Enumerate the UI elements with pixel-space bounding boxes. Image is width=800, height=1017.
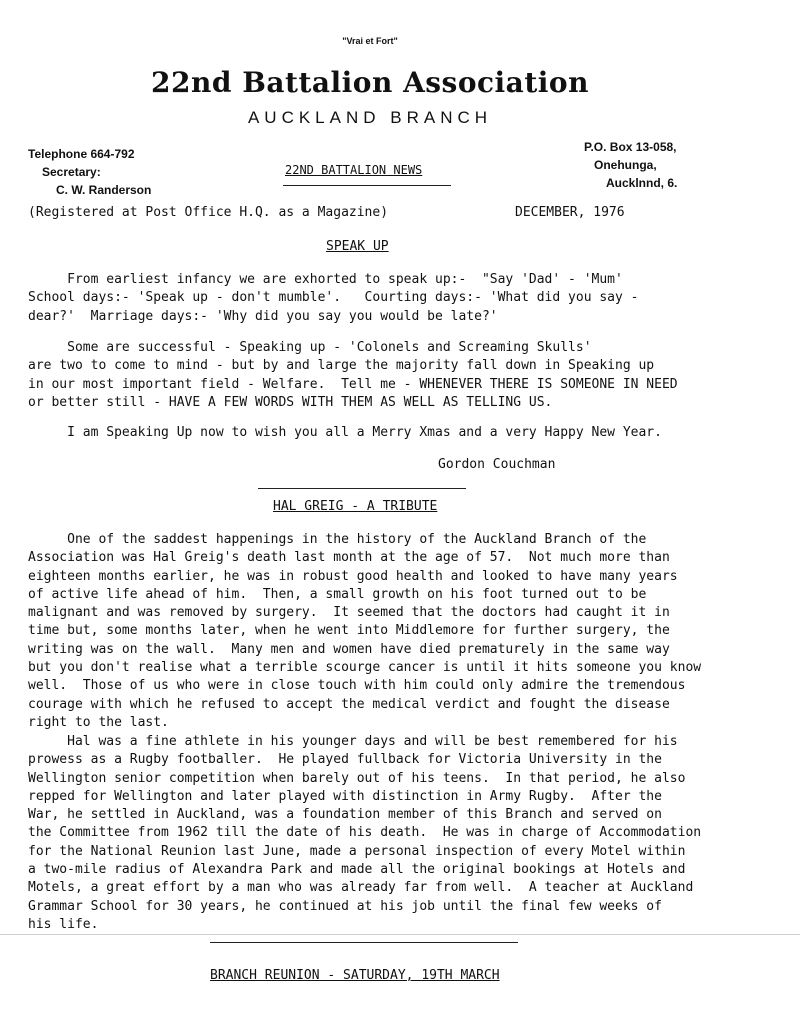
speak-up-heading: SPEAK UP <box>326 239 389 254</box>
reunion-heading: BRANCH REUNION - SATURDAY, 19TH MARCH <box>210 968 500 983</box>
issue-date: DECEMBER, 1976 <box>515 205 625 220</box>
newsletter-rule <box>283 185 451 186</box>
speak-up-paragraph-3: I am Speaking Up now to wish you all a Merry Xmas and a very Happy New Year. <box>28 425 662 440</box>
telephone: Telephone 664-792 <box>28 147 135 161</box>
reunion-divider <box>210 942 518 943</box>
branch-name: AUCKLAND BRANCH <box>247 108 493 127</box>
postal-address <box>584 138 677 192</box>
city: Aucklnnd, 6. <box>606 176 678 190</box>
secretary-label: Secretary: <box>42 165 101 179</box>
po-box: P.O. Box 13-058, <box>584 140 677 154</box>
contact-details <box>28 145 151 199</box>
association-motto: "Vrai et Fort" <box>342 36 398 46</box>
section-divider <box>258 488 466 489</box>
secretary-name: C. W. Randerson <box>56 183 152 197</box>
newsletter-title: 22ND BATTALION NEWS <box>285 163 423 177</box>
association-title: 22nd Battalion Association <box>151 66 589 99</box>
tribute-paragraph-1: One of the saddest happenings in the history of the Auckland Branch of the Association was Hal Greig's death last month at the age of 57. Not much more than eighteen months earlier, he was in robust good health and looked to have many years of active life ahead of him. Then, a small growth on his foot turned out to be malignant and was removed by surgery. It seemed that the doctors had caught it in time but, some months later, when he went into Middlemore for further surgery, the writing was on the wall. Many men and women have died prematurely in the same way but you don't realise what a terrible scourge cancer is until it hits someone you know well. Those of us who were in close touch with him could only admire the tremendous courage with which he refused to accept the medical verdict and fought the disease right to the last. <box>28 532 702 730</box>
suburb: Onehunga, <box>594 158 657 172</box>
speak-up-paragraph-2: Some are successful - Speaking up - 'Colonels and Screaming Skulls' are two to come to mind - but by and large the majority fall down in Speaking up in our most important field - Welfare. Tell me - WHENEVER THERE IS SOMEONE IN NEED or better still - HAVE A FEW WORDS WITH THEM AS WELL AS TELLING US. <box>28 340 678 410</box>
page-fold-line <box>0 934 800 935</box>
speak-up-paragraph-1: From earliest infancy we are exhorted to speak up:- "Say 'Dad' - 'Mum' School days:- 'Speak up - don't mumble'. Courting days:- 'What did you say - dear?' Marriage days:- 'Why did you say you would be late?' <box>28 272 639 324</box>
speak-up-signature: Gordon Couchman <box>438 457 556 472</box>
tribute-paragraph-2: Hal was a fine athlete in his younger days and will be best remembered for his prowess as a Rugby footballer. He played fullback for Victoria University in the Wellington senior competition when barely out of his teens. In that period, he also repped for Wellington and later played with distinction in Army Rugby. After the War, he settled in Auckland, was a foundation member of this Branch and served on the Committee from 1962 till the date of his death. He was in charge of Accommodation for the National Reunion last June, made a personal inspection of every Motel within a two-mile radius of Alexandra Park and made all the original bookings at Hotels and Motels, a great effort by a man who was already far from well. A teacher at Auckland Grammar School for 30 years, he continued at his job until the final few weeks of his life. <box>28 734 702 932</box>
registration-note: (Registered at Post Office H.Q. as a Magazine) <box>28 205 389 220</box>
tribute-heading: HAL GREIG - A TRIBUTE <box>273 499 438 514</box>
